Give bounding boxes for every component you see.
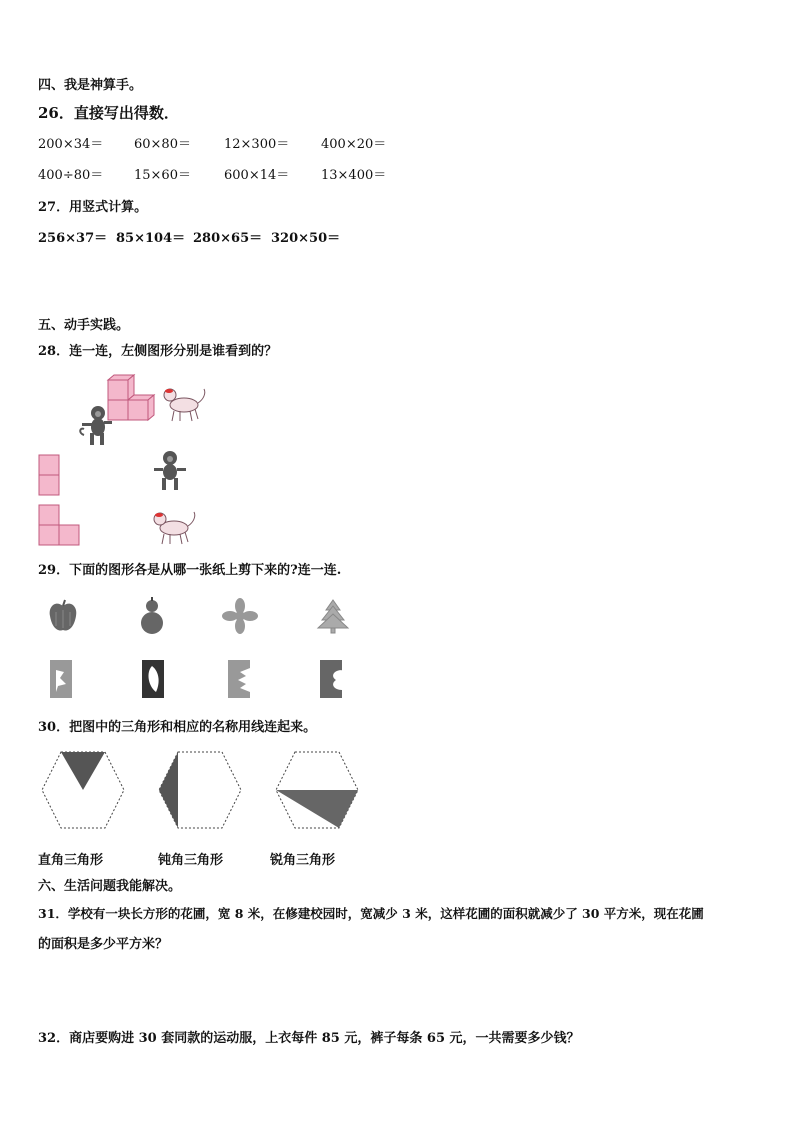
gourd-icon — [138, 596, 166, 636]
paper-cutout — [138, 658, 168, 700]
question-32-line: 32．商店要购进 30 套同款的运动服，上衣每件 85 元，裤子每条 65 元，一共需要多少钱？ — [38, 1031, 580, 1046]
view-shape-l — [38, 504, 82, 546]
vertical-calc-item: 320×50＝ — [271, 231, 341, 246]
triangle-name: 直角三角形 — [38, 853, 104, 868]
vertical-calc-item: 256×37＝ — [38, 231, 108, 246]
paper-cutout — [46, 658, 76, 700]
calc-item: 60×80＝ — [134, 137, 191, 152]
calc-item: 13×400＝ — [321, 168, 387, 183]
calc-item: 400÷80＝ — [38, 168, 104, 183]
paper-cutout — [224, 658, 254, 700]
question-29-label: 29．下面的图形各是从哪一张纸上剪下来的?连一连. — [38, 563, 342, 578]
question-30-label: 30．把图中的三角形和相应的名称用线连起来。 — [38, 720, 317, 735]
question-28-label: 28．连一连，左侧图形分别是谁看到的？ — [38, 344, 278, 359]
hexagon-figure — [40, 750, 126, 830]
section-6-title: 六、生活问题我能解决。 — [38, 879, 182, 894]
section-5-title: 五、动手实践。 — [38, 318, 130, 333]
question-31-line: 31．学校有一块长方形的花圃，宽 8 米，在修建校园时，宽减少 3 米，这样花圃的面积就减少了 30 平方米，现在花圃 — [38, 906, 704, 921]
vertical-calc-item: 280×65＝ — [193, 231, 263, 246]
triangle-name: 锐角三角形 — [270, 853, 336, 868]
triangle-name: 钝角三角形 — [158, 853, 224, 868]
hexagon-figure — [157, 750, 243, 830]
calc-item: 200×34＝ — [38, 137, 104, 152]
calc-item: 400×20＝ — [321, 137, 387, 152]
hexagon-figure — [274, 750, 360, 830]
tree-icon — [316, 598, 350, 634]
monkey-icon — [152, 450, 188, 492]
view-shape-vertical — [38, 454, 62, 496]
dog-icon — [150, 510, 202, 548]
calc-item: 15×60＝ — [134, 168, 191, 183]
flower-icon — [222, 598, 258, 634]
apple-icon — [48, 598, 78, 634]
question-31-line: 的面积是多少平方米？ — [38, 937, 169, 952]
paper-cutout — [316, 658, 346, 700]
monkey-icon — [78, 405, 114, 449]
question-27-label: 27．用竖式计算。 — [38, 200, 148, 215]
dog-icon — [160, 385, 210, 425]
section-4-title: 四、我是神算手。 — [38, 78, 143, 93]
question-26-label: 26．直接写出得数． — [38, 104, 179, 122]
calc-item: 600×14＝ — [224, 168, 290, 183]
vertical-calc-item: 85×104＝ — [116, 231, 186, 246]
calc-item: 12×300＝ — [224, 137, 290, 152]
